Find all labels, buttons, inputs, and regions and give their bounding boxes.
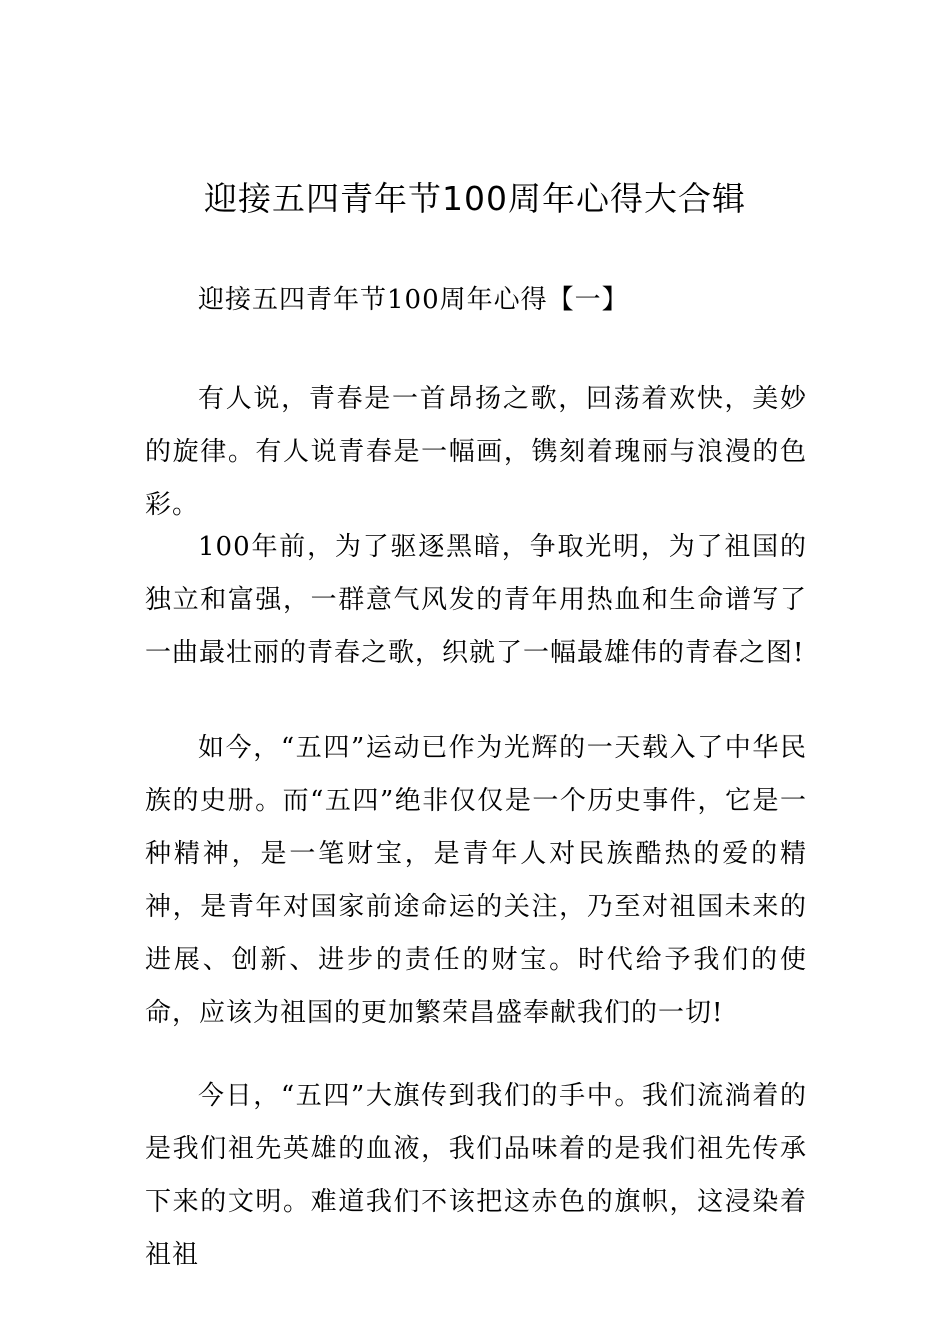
document-title: 迎接五四青年节100周年心得大合辑 (204, 179, 746, 218)
paragraph-4: 今日，“五四”大旗传到我们的手中。我们流淌着的是我们祖先英雄的血液，我们品味着的是我们祖先传承下来的文明。难道我们不该把这赤色的旗帜，这浸染着祖祖 (145, 1081, 807, 1270)
paragraph-2: 100年前，为了驱逐黑暗，争取光明，为了祖国的独立和富强，一群意气风发的青年用热血和生命谱写了一曲最壮丽的青春之歌，织就了一幅最雄伟的青春之图! (145, 532, 807, 668)
paragraph-1: 有人说，青春是一首昂扬之歌，回荡着欢快，美妙的旋律。有人说青春是一幅画，镌刻着瑰丽与浪漫的色彩。 (145, 384, 807, 520)
section-heading: 迎接五四青年节100周年心得【一】 (198, 285, 629, 315)
paragraph-3: 如今，“五四”运动已作为光辉的一天载入了中华民族的史册。而“五四”绝非仅仅是一个历史事件，它是一种精神，是一笔财宝，是青年人对民族酷热的爱的精神，是青年对国家前途命运的关注，乃至对祖国未来的进展、创新、进步的责任的财宝。时代给予我们的使命，应该为祖国的更加繁荣昌盛奉献我们的一切! (145, 733, 807, 1028)
